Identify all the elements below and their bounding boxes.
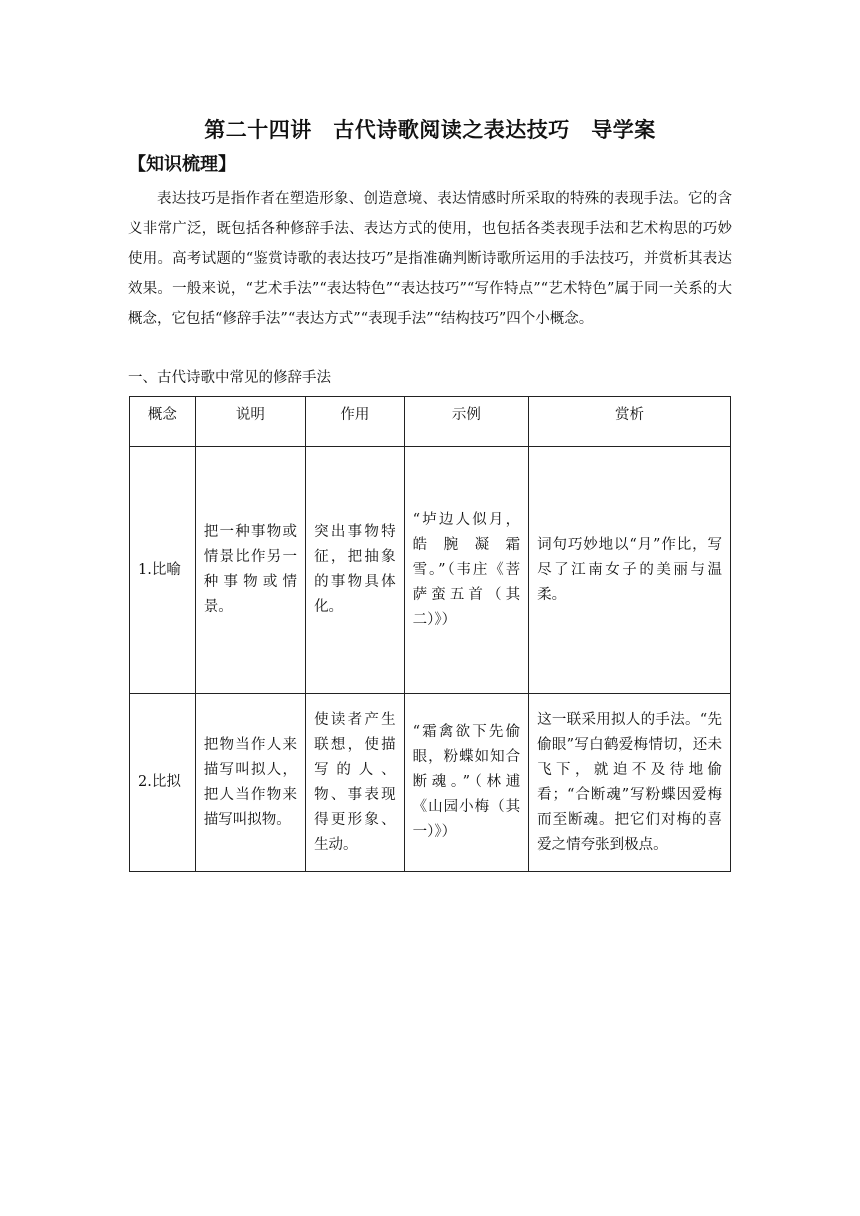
cell-effect: 突出事物特征，把抽象的事物具体化。: [306, 447, 405, 694]
cell-example: “霜禽欲下先偷眼，粉蝶如知合断魂。”（林逋《山园小梅（其一）》）: [404, 694, 528, 872]
header-example: 示例: [404, 397, 528, 447]
table-row: [130, 694, 731, 872]
header-concept: 概念: [130, 397, 196, 447]
intro-paragraph: 表达技巧是指作者在塑造形象、创造意境、表达情感时所采取的特殊的表现手法。它的含义非常广泛，既包括各种修辞手法、表达方式的使用，也包括各类表现手法和艺术构思的巧妙使用。高考试题的“鉴赏诗歌的表达技巧”是指准确判断诗歌所运用的手法技巧，并赏析其表达效果。一般来说，“艺术手法”“表达特色”“表达技巧”“写作特点”“艺术特色”属于同一关系的大概念，它包括“修辞手法”“表达方式”“表现手法”“结构技巧”四个小概念。: [128, 191, 732, 327]
subsection-heading: 一、古代诗歌中常见的修辞手法: [128, 370, 331, 386]
cell-description: 把一种事物或情景比作另一种事物或情景。: [195, 447, 305, 694]
cell-concept: 2.比拟: [130, 694, 196, 872]
cell-effect: 使读者产生联想，使描写的人、物、事表现得更形象、生动。: [306, 694, 405, 872]
cell-analysis: 词句巧妙地以“月”作比，写尽了江南女子的美丽与温柔。: [529, 447, 731, 694]
cell-concept: 1.比喻: [130, 447, 196, 694]
table-header-row: [130, 397, 731, 447]
table-row: [130, 447, 731, 694]
header-description: 说明: [195, 397, 305, 447]
header-effect: 作用: [306, 397, 405, 447]
section-heading: 【知识梳理】: [128, 154, 236, 175]
rhetoric-table: [129, 396, 731, 872]
page-title: 第二十四讲 古代诗歌阅读之表达技巧 导学案: [204, 118, 656, 142]
cell-description: 把物当作人来描写叫拟人，把人当作物来描写叫拟物。: [195, 694, 305, 872]
cell-analysis: 这一联采用拟人的手法。“先偷眼”写白鹤爱梅情切，还未飞下，就迫不及待地偷看；“合断魂”写粉蝶因爱梅而至断魂。把它们对梅的喜爱之情夸张到极点。: [529, 694, 731, 872]
cell-example: “垆边人似月，皓腕凝霜雪。”（韦庄《菩萨蛮五首（其二）》）: [404, 447, 528, 694]
header-analysis: 赏析: [529, 397, 731, 447]
